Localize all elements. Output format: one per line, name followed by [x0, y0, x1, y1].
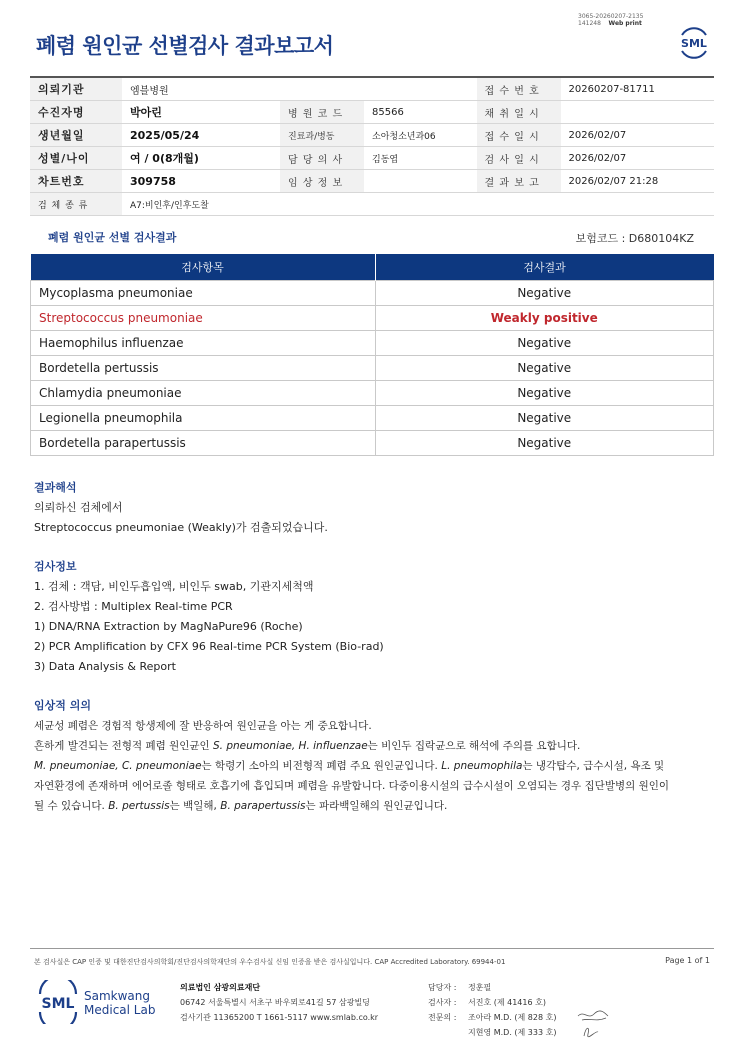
clinical-value — [364, 170, 477, 193]
clinical-line: 세균성 폐렴은 경험적 항생제에 잘 반응하여 원인균을 아는 게 중요합니다. — [34, 720, 372, 732]
test-date-label: 검 사 일 시 — [477, 147, 561, 170]
test-result: Negative — [375, 406, 714, 431]
staff-role — [428, 1025, 468, 1040]
print-code-line2: 141248 — [578, 20, 601, 27]
clinical-species: B. pertussis — [108, 800, 170, 812]
clinical-text: 는 파라백일해의 원인균입니다. — [305, 800, 448, 812]
result-row — [31, 406, 714, 431]
clinical-species: S. pneumoniae, H. influenzae — [212, 740, 368, 752]
test-item: Mycoplasma pneumoniae — [31, 281, 376, 306]
doctor-value: 김동엽 — [364, 147, 477, 170]
clinical-significance-block — [34, 696, 718, 816]
result-row — [31, 281, 714, 306]
footer-divider — [30, 948, 714, 949]
test-result: Negative — [375, 356, 714, 381]
logo-text: SML — [681, 37, 707, 50]
staff-name: 조아라 M.D. (제 828 호) — [468, 1013, 557, 1022]
clinical-line — [34, 736, 718, 756]
sml-logo-icon — [676, 25, 712, 61]
test-result: Negative — [375, 331, 714, 356]
staff-role: 전문의 : — [428, 1013, 457, 1022]
clinical-label: 임 상 정 보 — [280, 170, 364, 193]
interpretation-title: 결과해석 — [34, 481, 77, 494]
clinical-line: 자연환경에 존재하며 에어로졸 형태로 호흡기에 흡입되며 폐렴을 유발합니다. 다중이용시설의 급수시설이 오염되는 경우 집단발병의 원인이 — [34, 780, 670, 792]
clinical-line — [34, 756, 718, 776]
interpretation-line: Streptococcus pneumoniae (Weakly)가 검출되었습니다. — [34, 521, 328, 534]
company-info — [180, 980, 378, 1025]
result-row — [31, 331, 714, 356]
test-info-line: 2) PCR Amplification by CFX 96 Real-time PCR System (Bio-rad) — [34, 640, 384, 653]
report-date-label: 결 과 보 고 — [477, 170, 561, 193]
staff-name: 지현영 M.D. (제 333 호) — [468, 1028, 557, 1037]
interpretation-block — [34, 478, 328, 538]
clinical-text: 될 수 있습니다. — [34, 800, 109, 812]
result-row-positive — [31, 306, 714, 331]
report-title: 폐렴 원인균 선별검사 결과보고서 — [36, 34, 334, 58]
col-header-item: 검사항목 — [31, 254, 376, 281]
receipt-no-label: 접 수 번 호 — [477, 77, 561, 101]
test-info-line: 2. 검사방법 : Multiplex Real-time PCR — [34, 600, 233, 613]
test-item: Haemophilus influenzae — [31, 331, 376, 356]
test-info-block — [34, 557, 384, 677]
clinical-text: 는 냉각탑수, 급수시설, 욕조 및 — [522, 760, 665, 772]
test-result: Negative — [375, 381, 714, 406]
staff-name: 서진호 (제 41416 호) — [468, 998, 546, 1007]
clinical-significance-title: 임상적 의의 — [34, 699, 91, 712]
birth-value: 2025/05/24 — [122, 124, 280, 147]
dept-label: 진료과/병동 — [280, 124, 364, 147]
accreditation-note: 본 검사실은 CAP 인증 및 대한진단검사의학회/진단검사의학재단의 우수검사실 신임 인증을 받은 검사실입니다. CAP Accredited Laboratory. 69944-01 — [34, 958, 506, 966]
clinical-species: L. pneumophila — [441, 760, 523, 772]
birth-label: 생년월일 — [30, 124, 122, 147]
print-code-line1: 3065-20260207-2135 — [578, 13, 644, 20]
test-item: Streptococcus pneumoniae — [31, 306, 376, 331]
staff-role: 담당자 : — [428, 983, 457, 992]
hospital-code-label: 병 원 코 드 — [280, 101, 364, 124]
result-row — [31, 381, 714, 406]
test-result: Weakly positive — [375, 306, 714, 331]
print-code — [578, 13, 668, 27]
receipt-no-value: 20260207-81711 — [561, 77, 714, 101]
clinical-line — [34, 796, 718, 816]
result-row — [31, 356, 714, 381]
company-address: 06742 서울특별시 서초구 바우뫼로41길 57 삼광빌딩 — [180, 998, 370, 1007]
staff-role: 검사자 : — [428, 998, 457, 1007]
hospital-code-value: 85566 — [364, 101, 477, 124]
result-row — [31, 431, 714, 456]
clinical-text: 는 백일해, — [169, 800, 221, 812]
footer-logo-name1: Samkwang — [84, 989, 150, 1003]
results-section-title: 폐렴 원인균 선별 검사결과 — [48, 231, 177, 244]
patient-value: 박아린 — [122, 101, 280, 124]
results-table — [30, 254, 714, 456]
specimen-label: 검 체 종 류 — [30, 193, 122, 216]
test-item: Chlamydia pneumoniae — [31, 381, 376, 406]
chart-value: 309758 — [122, 170, 280, 193]
samkwang-logo-icon — [36, 980, 166, 1024]
receipt-date-label: 접 수 일 시 — [477, 124, 561, 147]
doctor-label: 담 당 의 사 — [280, 147, 364, 170]
staff-list — [428, 980, 556, 1040]
dept-value: 소아청소년과06 — [364, 124, 477, 147]
insurance-code: 보험코드 : D680104KZ — [575, 232, 694, 245]
company-contact: 검사기관 11365200 T 1661-5117 www.smlab.co.kr — [180, 1013, 379, 1022]
sex-age-value: 여 / 0(8개월) — [122, 147, 280, 170]
test-info-line: 1) DNA/RNA Extraction by MagNaPure96 (Roche) — [34, 620, 303, 633]
page-number: Page 1 of 1 — [665, 956, 710, 965]
test-info-line: 3) Data Analysis & Report — [34, 660, 176, 673]
clinical-text: 흔하게 발견되는 전형적 폐렴 원인균인 — [34, 740, 213, 752]
test-item: Legionella pneumophila — [31, 406, 376, 431]
col-header-result: 검사결과 — [375, 254, 714, 281]
clinical-species: B. parapertussis — [220, 800, 306, 812]
test-item: Bordetella pertussis — [31, 356, 376, 381]
patient-info-table — [30, 76, 714, 216]
specimen-value: A7:비인후/인후도찰 — [122, 193, 714, 216]
requester-value: 엠블병원 — [122, 77, 477, 101]
interpretation-line: 의뢰하신 검체에서 — [34, 501, 123, 514]
footer-logo-sml: SML — [41, 996, 75, 1012]
report-date-value: 2026/02/07 21:28 — [561, 170, 714, 193]
staff-name: 정훈필 — [468, 983, 492, 992]
chart-label: 차트번호 — [30, 170, 122, 193]
patient-label: 수진자명 — [30, 101, 122, 124]
collect-date-label: 채 취 일 시 — [477, 101, 561, 124]
footer-logo-name2: Medical Lab — [84, 1003, 156, 1017]
clinical-text: 는 비인두 집락균으로 해석에 주의를 요합니다. — [367, 740, 581, 752]
test-info-line: 1. 검체 : 객담, 비인두흡입액, 비인두 swab, 기관지세척액 — [34, 580, 314, 593]
test-info-title: 검사정보 — [34, 560, 77, 573]
sex-age-label: 성별/나이 — [30, 147, 122, 170]
company-name: 의료법인 삼광의료재단 — [180, 983, 261, 992]
test-result: Negative — [375, 281, 714, 306]
test-result: Negative — [375, 431, 714, 456]
collect-date-value — [561, 101, 714, 124]
signature-icon — [576, 1008, 610, 1038]
requester-label: 의뢰기관 — [30, 77, 122, 101]
test-item: Bordetella parapertussis — [31, 431, 376, 456]
web-print-label: Web print — [608, 20, 642, 27]
clinical-text: 는 학령기 소아의 비전형적 폐렴 주요 원인균입니다. — [201, 760, 442, 772]
receipt-date-value: 2026/02/07 — [561, 124, 714, 147]
clinical-species: M. pneumoniae, C. pneumoniae — [34, 760, 202, 772]
test-date-value: 2026/02/07 — [561, 147, 714, 170]
